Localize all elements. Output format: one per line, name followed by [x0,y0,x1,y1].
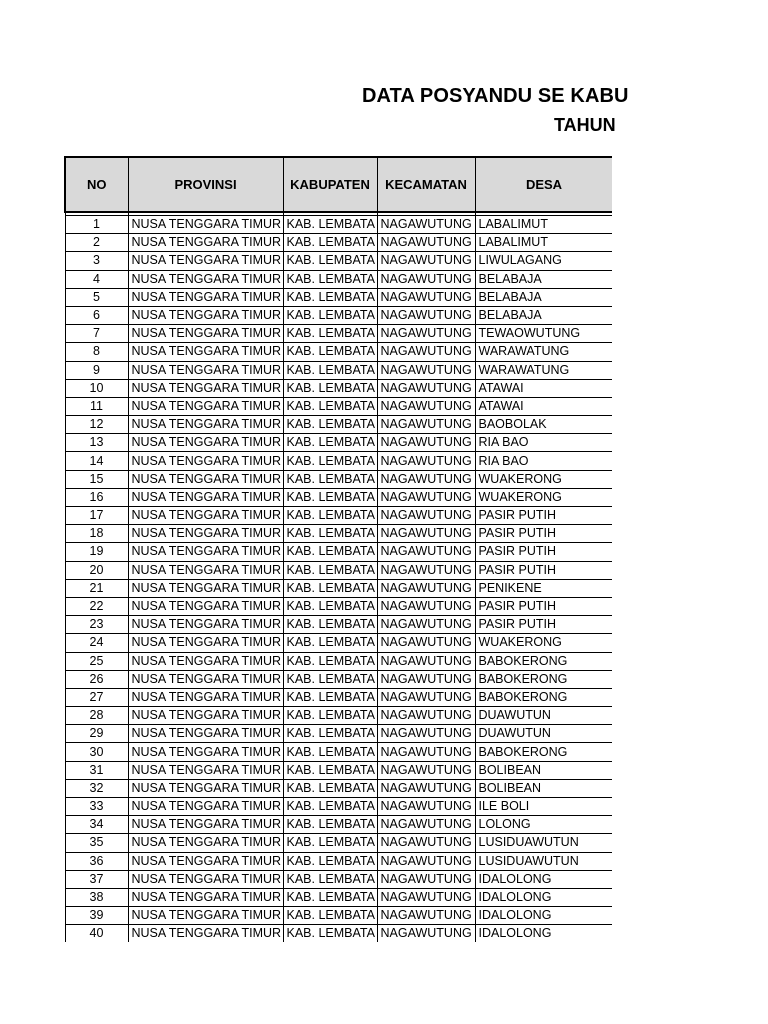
table-row [65,234,612,252]
cell-kecamatan: NAGAWUTUNG [377,325,475,343]
document-subtitle: TAHUN [554,115,616,135]
cell-desa: WARAWATUNG [475,361,612,379]
cell-kecamatan: NAGAWUTUNG [377,579,475,597]
header-provinsi: PROVINSI [128,157,283,212]
cell-kabupaten: KAB. LEMBATA [283,397,377,415]
cell-no: 40 [65,925,128,942]
cell-provinsi: NUSA TENGGARA TIMUR [128,743,283,761]
cell-kecamatan: NAGAWUTUNG [377,798,475,816]
table-row [65,925,612,942]
cell-provinsi: NUSA TENGGARA TIMUR [128,325,283,343]
cell-kabupaten: KAB. LEMBATA [283,779,377,797]
cell-kabupaten: KAB. LEMBATA [283,288,377,306]
table-row [65,688,612,706]
cell-provinsi: NUSA TENGGARA TIMUR [128,379,283,397]
cell-kecamatan: NAGAWUTUNG [377,597,475,615]
cell-kecamatan: NAGAWUTUNG [377,907,475,925]
cell-kabupaten: KAB. LEMBATA [283,870,377,888]
cell-kabupaten: KAB. LEMBATA [283,888,377,906]
cell-no: 18 [65,525,128,543]
cell-no: 16 [65,488,128,506]
cell-provinsi: NUSA TENGGARA TIMUR [128,907,283,925]
cell-desa: PASIR PUTIH [475,616,612,634]
table-row [65,507,612,525]
cell-provinsi: NUSA TENGGARA TIMUR [128,306,283,324]
cell-no: 31 [65,761,128,779]
cell-kabupaten: KAB. LEMBATA [283,579,377,597]
cell-kabupaten: KAB. LEMBATA [283,634,377,652]
cell-provinsi: NUSA TENGGARA TIMUR [128,707,283,725]
cell-provinsi: NUSA TENGGARA TIMUR [128,434,283,452]
cell-kecamatan: NAGAWUTUNG [377,888,475,906]
table-row [65,907,612,925]
cell-kecamatan: NAGAWUTUNG [377,270,475,288]
cell-desa: IDALOLONG [475,925,612,942]
cell-kecamatan: NAGAWUTUNG [377,543,475,561]
table-row [65,325,612,343]
cell-kecamatan: NAGAWUTUNG [377,652,475,670]
cell-provinsi: NUSA TENGGARA TIMUR [128,525,283,543]
table-row [65,343,612,361]
cell-kecamatan: NAGAWUTUNG [377,743,475,761]
table-body [65,212,612,942]
cell-provinsi: NUSA TENGGARA TIMUR [128,288,283,306]
cell-kecamatan: NAGAWUTUNG [377,216,475,234]
cell-desa: BABOKERONG [475,670,612,688]
cell-no: 9 [65,361,128,379]
cell-kecamatan: NAGAWUTUNG [377,343,475,361]
cell-desa: ATAWAI [475,397,612,415]
table-row [65,798,612,816]
cell-provinsi: NUSA TENGGARA TIMUR [128,834,283,852]
cell-no: 29 [65,725,128,743]
cell-kabupaten: KAB. LEMBATA [283,652,377,670]
header-no: NO [65,157,128,212]
cell-desa: PASIR PUTIH [475,507,612,525]
cell-kabupaten: KAB. LEMBATA [283,306,377,324]
table-row [65,216,612,234]
posyandu-table-container [64,156,612,942]
cell-no: 13 [65,434,128,452]
cell-kecamatan: NAGAWUTUNG [377,870,475,888]
cell-desa: DUAWUTUN [475,725,612,743]
cell-desa: IDALOLONG [475,888,612,906]
cell-no: 35 [65,834,128,852]
cell-kabupaten: KAB. LEMBATA [283,252,377,270]
cell-provinsi: NUSA TENGGARA TIMUR [128,888,283,906]
cell-provinsi: NUSA TENGGARA TIMUR [128,270,283,288]
cell-kabupaten: KAB. LEMBATA [283,907,377,925]
cell-kecamatan: NAGAWUTUNG [377,252,475,270]
cell-kabupaten: KAB. LEMBATA [283,616,377,634]
cell-no: 8 [65,343,128,361]
cell-kecamatan: NAGAWUTUNG [377,488,475,506]
cell-provinsi: NUSA TENGGARA TIMUR [128,488,283,506]
cell-desa: IDALOLONG [475,870,612,888]
cell-kecamatan: NAGAWUTUNG [377,397,475,415]
cell-kabupaten: KAB. LEMBATA [283,834,377,852]
cell-provinsi: NUSA TENGGARA TIMUR [128,452,283,470]
cell-kecamatan: NAGAWUTUNG [377,234,475,252]
cell-kabupaten: KAB. LEMBATA [283,852,377,870]
cell-no: 20 [65,561,128,579]
cell-desa: WUAKERONG [475,470,612,488]
cell-kabupaten: KAB. LEMBATA [283,761,377,779]
cell-desa: BOLIBEAN [475,761,612,779]
cell-desa: RIA BAO [475,434,612,452]
table-row [65,306,612,324]
cell-desa: LIWULAGANG [475,252,612,270]
cell-provinsi: NUSA TENGGARA TIMUR [128,852,283,870]
cell-desa: BELABAJA [475,270,612,288]
cell-kabupaten: KAB. LEMBATA [283,798,377,816]
table-row [65,888,612,906]
cell-desa: ATAWAI [475,379,612,397]
cell-no: 3 [65,252,128,270]
cell-kecamatan: NAGAWUTUNG [377,779,475,797]
cell-no: 19 [65,543,128,561]
cell-kecamatan: NAGAWUTUNG [377,761,475,779]
cell-provinsi: NUSA TENGGARA TIMUR [128,361,283,379]
cell-desa: PENIKENE [475,579,612,597]
cell-provinsi: NUSA TENGGARA TIMUR [128,779,283,797]
cell-kabupaten: KAB. LEMBATA [283,416,377,434]
cell-kabupaten: KAB. LEMBATA [283,743,377,761]
table-row [65,488,612,506]
cell-kecamatan: NAGAWUTUNG [377,379,475,397]
cell-kecamatan: NAGAWUTUNG [377,288,475,306]
cell-desa: BELABAJA [475,306,612,324]
cell-no: 26 [65,670,128,688]
cell-no: 23 [65,616,128,634]
cell-no: 38 [65,888,128,906]
cell-no: 11 [65,397,128,415]
cell-kecamatan: NAGAWUTUNG [377,470,475,488]
cell-desa: LUSIDUAWUTUN [475,852,612,870]
table-row [65,452,612,470]
cell-provinsi: NUSA TENGGARA TIMUR [128,634,283,652]
cell-kecamatan: NAGAWUTUNG [377,306,475,324]
cell-no: 5 [65,288,128,306]
table-row [65,597,612,615]
cell-desa: WUAKERONG [475,488,612,506]
cell-provinsi: NUSA TENGGARA TIMUR [128,725,283,743]
cell-kabupaten: KAB. LEMBATA [283,707,377,725]
cell-provinsi: NUSA TENGGARA TIMUR [128,798,283,816]
cell-no: 27 [65,688,128,706]
cell-desa: BABOKERONG [475,743,612,761]
table-row [65,743,612,761]
cell-desa: BABOKERONG [475,688,612,706]
cell-no: 32 [65,779,128,797]
cell-provinsi: NUSA TENGGARA TIMUR [128,670,283,688]
cell-desa: ILE BOLI [475,798,612,816]
cell-kecamatan: NAGAWUTUNG [377,925,475,942]
cell-desa: IDALOLONG [475,907,612,925]
cell-desa: BELABAJA [475,288,612,306]
cell-kabupaten: KAB. LEMBATA [283,525,377,543]
cell-kabupaten: KAB. LEMBATA [283,925,377,942]
table-row [65,543,612,561]
table-row [65,416,612,434]
cell-provinsi: NUSA TENGGARA TIMUR [128,561,283,579]
cell-provinsi: NUSA TENGGARA TIMUR [128,470,283,488]
cell-kecamatan: NAGAWUTUNG [377,434,475,452]
cell-kecamatan: NAGAWUTUNG [377,452,475,470]
cell-desa: DUAWUTUN [475,707,612,725]
cell-kabupaten: KAB. LEMBATA [283,270,377,288]
cell-kabupaten: KAB. LEMBATA [283,543,377,561]
cell-no: 1 [65,216,128,234]
cell-desa: WUAKERONG [475,634,612,652]
cell-kecamatan: NAGAWUTUNG [377,634,475,652]
cell-kecamatan: NAGAWUTUNG [377,616,475,634]
cell-provinsi: NUSA TENGGARA TIMUR [128,252,283,270]
cell-kabupaten: KAB. LEMBATA [283,725,377,743]
cell-desa: PASIR PUTIH [475,525,612,543]
cell-provinsi: NUSA TENGGARA TIMUR [128,543,283,561]
cell-no: 7 [65,325,128,343]
cell-desa: WARAWATUNG [475,343,612,361]
cell-kecamatan: NAGAWUTUNG [377,816,475,834]
cell-no: 4 [65,270,128,288]
table-row [65,834,612,852]
table-row [65,434,612,452]
table-row [65,852,612,870]
cell-kabupaten: KAB. LEMBATA [283,452,377,470]
cell-desa: PASIR PUTIH [475,561,612,579]
cell-provinsi: NUSA TENGGARA TIMUR [128,652,283,670]
table-row [65,252,612,270]
cell-provinsi: NUSA TENGGARA TIMUR [128,616,283,634]
cell-provinsi: NUSA TENGGARA TIMUR [128,688,283,706]
cell-no: 24 [65,634,128,652]
document-title: DATA POSYANDU SE KABU [362,85,629,107]
cell-kabupaten: KAB. LEMBATA [283,816,377,834]
cell-kecamatan: NAGAWUTUNG [377,852,475,870]
cell-desa: BABOKERONG [475,652,612,670]
cell-kecamatan: NAGAWUTUNG [377,507,475,525]
cell-no: 10 [65,379,128,397]
cell-provinsi: NUSA TENGGARA TIMUR [128,216,283,234]
cell-provinsi: NUSA TENGGARA TIMUR [128,507,283,525]
cell-provinsi: NUSA TENGGARA TIMUR [128,343,283,361]
cell-no: 2 [65,234,128,252]
table-row [65,707,612,725]
header-kecamatan: KECAMATAN [377,157,475,212]
table-row [65,270,612,288]
cell-kabupaten: KAB. LEMBATA [283,343,377,361]
table-row [65,525,612,543]
cell-no: 28 [65,707,128,725]
cell-no: 33 [65,798,128,816]
table-row [65,361,612,379]
cell-no: 37 [65,870,128,888]
cell-desa: PASIR PUTIH [475,543,612,561]
cell-no: 30 [65,743,128,761]
table-row [65,670,612,688]
posyandu-table [64,156,612,942]
cell-provinsi: NUSA TENGGARA TIMUR [128,597,283,615]
cell-kecamatan: NAGAWUTUNG [377,416,475,434]
table-row [65,616,612,634]
cell-no: 22 [65,597,128,615]
cell-desa: LOLONG [475,816,612,834]
cell-desa: LUSIDUAWUTUN [475,834,612,852]
table-row [65,470,612,488]
cell-provinsi: NUSA TENGGARA TIMUR [128,870,283,888]
cell-kabupaten: KAB. LEMBATA [283,361,377,379]
cell-provinsi: NUSA TENGGARA TIMUR [128,925,283,942]
cell-desa: TEWAOWUTUNG [475,325,612,343]
table-row [65,779,612,797]
header-kabupaten: KABUPATEN [283,157,377,212]
cell-provinsi: NUSA TENGGARA TIMUR [128,579,283,597]
cell-provinsi: NUSA TENGGARA TIMUR [128,234,283,252]
cell-desa: LABALIMUT [475,234,612,252]
cell-desa: RIA BAO [475,452,612,470]
table-row [65,816,612,834]
cell-no: 6 [65,306,128,324]
table-row [65,634,612,652]
table-row [65,725,612,743]
cell-kabupaten: KAB. LEMBATA [283,216,377,234]
cell-provinsi: NUSA TENGGARA TIMUR [128,397,283,415]
cell-no: 12 [65,416,128,434]
table-row [65,652,612,670]
cell-kecamatan: NAGAWUTUNG [377,561,475,579]
table-row [65,288,612,306]
table-row [65,561,612,579]
cell-desa: PASIR PUTIH [475,597,612,615]
cell-no: 25 [65,652,128,670]
cell-kabupaten: KAB. LEMBATA [283,507,377,525]
cell-no: 21 [65,579,128,597]
cell-provinsi: NUSA TENGGARA TIMUR [128,761,283,779]
table-row [65,761,612,779]
cell-desa: BAOBOLAK [475,416,612,434]
cell-no: 17 [65,507,128,525]
cell-no: 34 [65,816,128,834]
cell-kecamatan: NAGAWUTUNG [377,834,475,852]
cell-desa: LABALIMUT [475,216,612,234]
cell-kabupaten: KAB. LEMBATA [283,379,377,397]
header-desa: DESA [475,157,612,212]
cell-kabupaten: KAB. LEMBATA [283,488,377,506]
cell-kabupaten: KAB. LEMBATA [283,434,377,452]
cell-kecamatan: NAGAWUTUNG [377,688,475,706]
table-header-row [65,157,612,212]
cell-no: 15 [65,470,128,488]
cell-provinsi: NUSA TENGGARA TIMUR [128,416,283,434]
cell-kabupaten: KAB. LEMBATA [283,561,377,579]
cell-no: 36 [65,852,128,870]
table-row [65,579,612,597]
table-row [65,870,612,888]
cell-no: 14 [65,452,128,470]
cell-no: 39 [65,907,128,925]
cell-kecamatan: NAGAWUTUNG [377,707,475,725]
table-row [65,379,612,397]
cell-kabupaten: KAB. LEMBATA [283,470,377,488]
cell-kecamatan: NAGAWUTUNG [377,361,475,379]
cell-desa: BOLIBEAN [475,779,612,797]
cell-kabupaten: KAB. LEMBATA [283,234,377,252]
table-row [65,397,612,415]
cell-kecamatan: NAGAWUTUNG [377,670,475,688]
cell-provinsi: NUSA TENGGARA TIMUR [128,816,283,834]
cell-kabupaten: KAB. LEMBATA [283,670,377,688]
cell-kecamatan: NAGAWUTUNG [377,525,475,543]
cell-kabupaten: KAB. LEMBATA [283,325,377,343]
cell-kecamatan: NAGAWUTUNG [377,725,475,743]
cell-kabupaten: KAB. LEMBATA [283,597,377,615]
cell-kabupaten: KAB. LEMBATA [283,688,377,706]
